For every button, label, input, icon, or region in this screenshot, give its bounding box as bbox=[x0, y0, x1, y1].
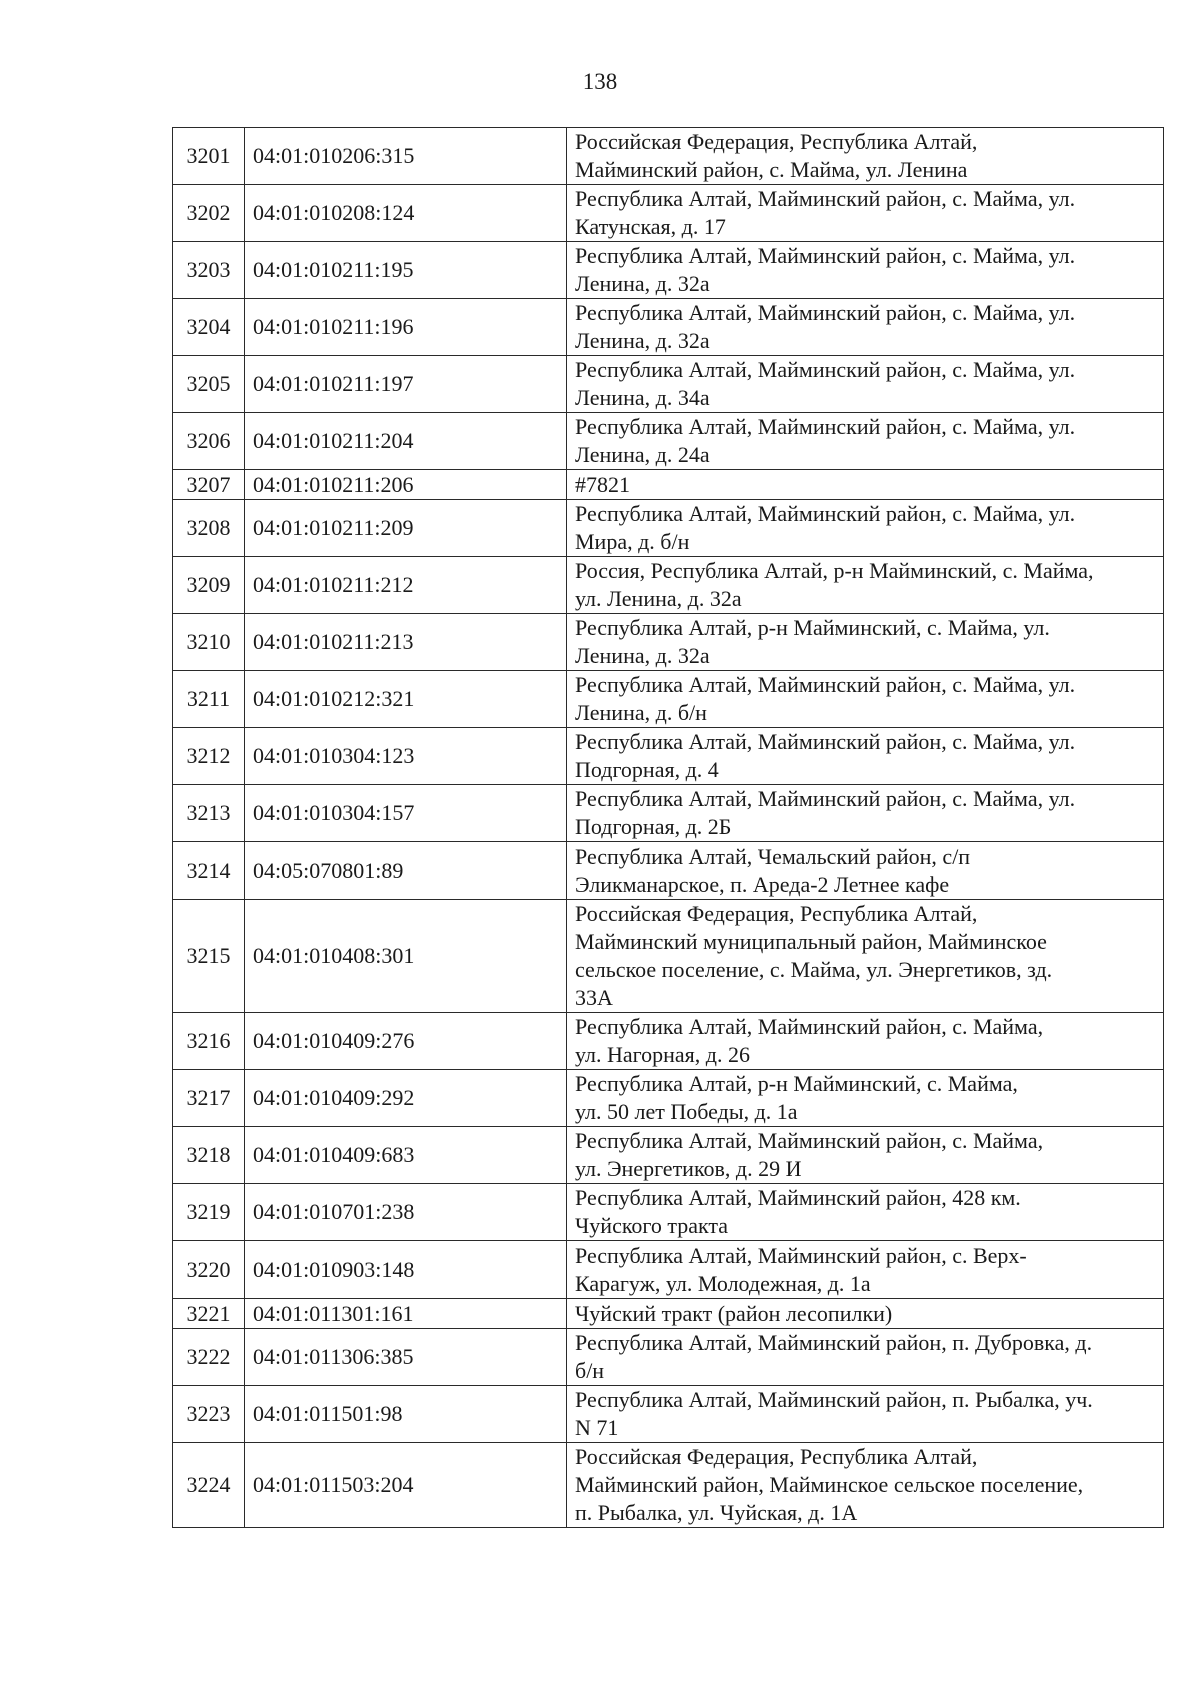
cadastral-number-cell: 04:01:010211:197 bbox=[245, 356, 567, 413]
row-number-cell: 3223 bbox=[173, 1386, 245, 1443]
cadastral-number-cell: 04:01:010211:195 bbox=[245, 242, 567, 299]
table-row bbox=[173, 356, 1164, 413]
row-number-cell: 3203 bbox=[173, 242, 245, 299]
table-row bbox=[173, 671, 1164, 728]
table-row bbox=[173, 470, 1164, 500]
table-row bbox=[173, 299, 1164, 356]
table-row bbox=[173, 413, 1164, 470]
address-cell: Республика Алтай, Майминский район, п. Рыбалка, уч. N 71 bbox=[567, 1386, 1164, 1443]
cadastral-number-cell: 04:01:011306:385 bbox=[245, 1329, 567, 1386]
address-cell: Республика Алтай, Майминский район, п. Дубровка, д. б/н bbox=[567, 1329, 1164, 1386]
cadastral-number-cell: 04:01:010212:321 bbox=[245, 671, 567, 728]
cadastral-number-cell: 04:01:010211:204 bbox=[245, 413, 567, 470]
address-cell: Республика Алтай, Майминский район, с. Майма, ул. Ленина, д. 32а bbox=[567, 242, 1164, 299]
address-cell: Республика Алтай, р-н Майминский, с. Майма, ул. 50 лет Победы, д. 1а bbox=[567, 1070, 1164, 1127]
cadastral-number-cell: 04:01:010409:276 bbox=[245, 1013, 567, 1070]
table-row bbox=[173, 1241, 1164, 1299]
table-row bbox=[173, 614, 1164, 671]
registry-body bbox=[173, 128, 1164, 1528]
address-cell: Республика Алтай, Майминский район, с. Майма, ул. Энергетиков, д. 29 И bbox=[567, 1127, 1164, 1184]
address-cell: Республика Алтай, Майминский район, с. Майма, ул. Мира, д. б/н bbox=[567, 500, 1164, 557]
table-row bbox=[173, 1386, 1164, 1443]
address-cell: Республика Алтай, Майминский район, с. Майма, ул. Ленина, д. 24а bbox=[567, 413, 1164, 470]
page-number: 138 bbox=[582, 69, 618, 94]
row-number-cell: 3221 bbox=[173, 1299, 245, 1329]
row-number-cell: 3208 bbox=[173, 500, 245, 557]
address-cell: Российская Федерация, Республика Алтай, Майминский муниципальный район, Майминское сельское поселение, с. Майма, ул. Энергетиков, зд. 33А bbox=[567, 900, 1164, 1013]
table-row bbox=[173, 557, 1164, 614]
table-row bbox=[173, 1299, 1164, 1329]
row-number-cell: 3218 bbox=[173, 1127, 245, 1184]
cadastral-number-cell: 04:01:010211:213 bbox=[245, 614, 567, 671]
table-row bbox=[173, 785, 1164, 842]
cadastral-number-cell: 04:01:010409:292 bbox=[245, 1070, 567, 1127]
table-row bbox=[173, 1329, 1164, 1386]
row-number-cell: 3216 bbox=[173, 1013, 245, 1070]
cadastral-number-cell: 04:01:010208:124 bbox=[245, 185, 567, 242]
row-number-cell: 3222 bbox=[173, 1329, 245, 1386]
cadastral-number-cell: 04:01:010903:148 bbox=[245, 1241, 567, 1299]
registry-table bbox=[172, 127, 1164, 1528]
row-number-cell: 3213 bbox=[173, 785, 245, 842]
row-number-cell: 3204 bbox=[173, 299, 245, 356]
cadastral-number-cell: 04:01:011503:204 bbox=[245, 1443, 567, 1528]
address-cell: Российская Федерация, Республика Алтай, Майминский район, с. Майма, ул. Ленина bbox=[567, 128, 1164, 185]
address-cell: #7821 bbox=[567, 470, 1164, 500]
address-cell: Республика Алтай, Чемальский район, с/п Эликманарское, п. Ареда-2 Летнее кафе bbox=[567, 842, 1164, 900]
address-cell: Чуйский тракт (район лесопилки) bbox=[567, 1299, 1164, 1329]
cadastral-number-cell: 04:01:010206:315 bbox=[245, 128, 567, 185]
address-cell: Республика Алтай, Майминский район, 428 км. Чуйского тракта bbox=[567, 1184, 1164, 1241]
table-row bbox=[173, 1184, 1164, 1241]
row-number-cell: 3211 bbox=[173, 671, 245, 728]
table-row bbox=[173, 128, 1164, 185]
table-row bbox=[173, 1013, 1164, 1070]
row-number-cell: 3220 bbox=[173, 1241, 245, 1299]
cadastral-number-cell: 04:01:010701:238 bbox=[245, 1184, 567, 1241]
table-row bbox=[173, 842, 1164, 900]
row-number-cell: 3212 bbox=[173, 728, 245, 785]
address-cell: Республика Алтай, Майминский район, с. Майма, ул. Нагорная, д. 26 bbox=[567, 1013, 1164, 1070]
table-row bbox=[173, 900, 1164, 1013]
address-cell: Республика Алтай, Майминский район, с. Майма, ул. Ленина, д. 34а bbox=[567, 356, 1164, 413]
address-cell: Республика Алтай, Майминский район, с. Майма, ул. Подгорная, д. 4 bbox=[567, 728, 1164, 785]
cadastral-number-cell: 04:01:011501:98 bbox=[245, 1386, 567, 1443]
address-cell: Республика Алтай, Майминский район, с. Майма, ул. Катунская, д. 17 bbox=[567, 185, 1164, 242]
row-number-cell: 3219 bbox=[173, 1184, 245, 1241]
cadastral-number-cell: 04:01:010211:212 bbox=[245, 557, 567, 614]
address-cell: Российская Федерация, Республика Алтай, Майминский район, Майминское сельское поселение, п. Рыбалка, ул. Чуйская, д. 1А bbox=[567, 1443, 1164, 1528]
table-row bbox=[173, 242, 1164, 299]
address-cell: Республика Алтай, Майминский район, с. Майма, ул. Ленина, д. б/н bbox=[567, 671, 1164, 728]
row-number-cell: 3207 bbox=[173, 470, 245, 500]
cadastral-number-cell: 04:01:010211:209 bbox=[245, 500, 567, 557]
address-cell: Республика Алтай, Майминский район, с. Майма, ул. Подгорная, д. 2Б bbox=[567, 785, 1164, 842]
cadastral-number-cell: 04:01:010304:157 bbox=[245, 785, 567, 842]
row-number-cell: 3206 bbox=[173, 413, 245, 470]
cadastral-number-cell: 04:01:010304:123 bbox=[245, 728, 567, 785]
table-row bbox=[173, 1127, 1164, 1184]
row-number-cell: 3209 bbox=[173, 557, 245, 614]
row-number-cell: 3201 bbox=[173, 128, 245, 185]
cadastral-number-cell: 04:01:010408:301 bbox=[245, 900, 567, 1013]
cadastral-number-cell: 04:01:010211:206 bbox=[245, 470, 567, 500]
cadastral-number-cell: 04:01:010409:683 bbox=[245, 1127, 567, 1184]
address-cell: Республика Алтай, Майминский район, с. Майма, ул. Ленина, д. 32а bbox=[567, 299, 1164, 356]
address-cell: Республика Алтай, р-н Майминский, с. Майма, ул. Ленина, д. 32а bbox=[567, 614, 1164, 671]
row-number-cell: 3202 bbox=[173, 185, 245, 242]
table-row bbox=[173, 500, 1164, 557]
table-row bbox=[173, 185, 1164, 242]
table-row bbox=[173, 1443, 1164, 1528]
cadastral-number-cell: 04:01:010211:196 bbox=[245, 299, 567, 356]
address-cell: Россия, Республика Алтай, р-н Майминский, с. Майма, ул. Ленина, д. 32а bbox=[567, 557, 1164, 614]
table-row bbox=[173, 728, 1164, 785]
row-number-cell: 3205 bbox=[173, 356, 245, 413]
row-number-cell: 3215 bbox=[173, 900, 245, 1013]
row-number-cell: 3210 bbox=[173, 614, 245, 671]
address-cell: Республика Алтай, Майминский район, с. Верх- Карагуж, ул. Молодежная, д. 1а bbox=[567, 1241, 1164, 1299]
cadastral-number-cell: 04:01:011301:161 bbox=[245, 1299, 567, 1329]
row-number-cell: 3217 bbox=[173, 1070, 245, 1127]
cadastral-number-cell: 04:05:070801:89 bbox=[245, 842, 567, 900]
row-number-cell: 3224 bbox=[173, 1443, 245, 1528]
table-row bbox=[173, 1070, 1164, 1127]
row-number-cell: 3214 bbox=[173, 842, 245, 900]
